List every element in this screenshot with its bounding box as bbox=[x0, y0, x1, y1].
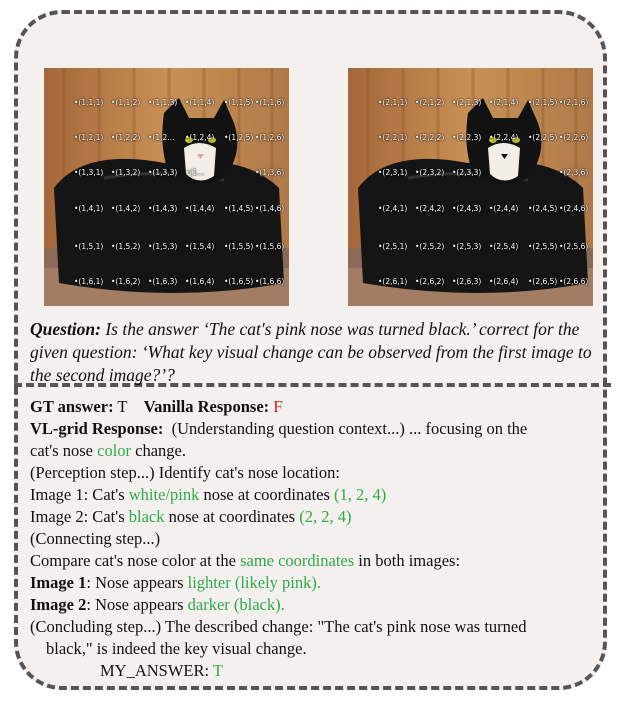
line3: (Perception step...) Identify cat's nose location: bbox=[30, 463, 340, 482]
line11: black," is indeed the key visual change. bbox=[46, 639, 307, 658]
line8-green: lighter (likely pink). bbox=[187, 573, 321, 592]
grid-label: •(1,4,2) bbox=[111, 204, 141, 213]
line2-green: color bbox=[97, 441, 132, 460]
grid-label: •(2,5,6) bbox=[559, 242, 589, 251]
vlgrid-text-1: (Understanding question context...) ... focusing on the bbox=[171, 419, 528, 438]
grid-label: •(1,6,2) bbox=[111, 277, 141, 286]
line8-label: Image 1 bbox=[30, 573, 87, 592]
grid-label: •(1,1,5) bbox=[224, 98, 254, 107]
grid-label: •(2,2,4) bbox=[489, 133, 519, 142]
grid-label: •(1,2,5) bbox=[224, 133, 254, 142]
grid-label: •(1,2,6) bbox=[255, 133, 285, 142]
grid-label: •(1,3,1) bbox=[74, 168, 104, 177]
vanilla-label: Vanilla Response: bbox=[143, 397, 270, 416]
line9-green: darker (black). bbox=[187, 595, 285, 614]
line4-green: white/pink bbox=[128, 485, 200, 504]
grid-label: •(1,2,1) bbox=[74, 133, 104, 142]
grid-label: •(2,5,5) bbox=[528, 242, 558, 251]
grid-label: •(1,5,6) bbox=[255, 242, 285, 251]
grid-label: •(2,3,2) bbox=[415, 168, 445, 177]
grid-label: •(1,5,5) bbox=[224, 242, 254, 251]
grid-label: •(2,3,1) bbox=[378, 168, 408, 177]
grid-label: •(1,6,6) bbox=[255, 277, 285, 286]
line5-b: nose at coordinates bbox=[164, 507, 300, 526]
vlgrid-line-8 bbox=[30, 572, 610, 594]
grid-label: •(2,4,5) bbox=[528, 204, 558, 213]
grid-label: •(1,5,3) bbox=[148, 242, 178, 251]
grid-label: •(2,6,6) bbox=[559, 277, 589, 286]
line9-a: : Nose appears bbox=[86, 595, 188, 614]
grid-label: •(2,2,6) bbox=[559, 133, 589, 142]
grid-label: •(1,4,5) bbox=[224, 204, 254, 213]
vlgrid-line-6 bbox=[30, 528, 610, 550]
gt-label: GT answer: bbox=[30, 397, 114, 416]
grid-label: •(1,3,6) bbox=[255, 168, 285, 177]
grid-label: •(1,3,2) bbox=[111, 168, 141, 177]
line2-b: change. bbox=[131, 441, 187, 460]
line10: (Concluding step...) The described change: "The cat's pink nose was turned bbox=[30, 617, 527, 636]
line5-coord: (2, 2, 4) bbox=[299, 507, 352, 526]
grid-label: •(1,2,4) bbox=[185, 133, 215, 142]
question-label: Question: bbox=[30, 319, 101, 339]
grid-label: •(2,3,6) bbox=[559, 168, 589, 177]
grid-label: •(2,6,2) bbox=[415, 277, 445, 286]
grid-label: •(2,2,2) bbox=[415, 133, 445, 142]
image-2-grid bbox=[348, 68, 593, 306]
grid-label: •(1,1,6) bbox=[255, 98, 285, 107]
grid-label: •(1,1,1) bbox=[74, 98, 104, 107]
gt-value: T bbox=[117, 397, 128, 416]
grid-label: •(2,6,3) bbox=[452, 277, 482, 286]
final-value: T bbox=[212, 661, 224, 680]
grid-label: •(1,6,5) bbox=[224, 277, 254, 286]
grid-label: •(1,3,3) bbox=[148, 168, 178, 177]
vlgrid-line-10 bbox=[30, 616, 610, 638]
vlgrid-line-7 bbox=[30, 550, 610, 572]
vlgrid-line-9 bbox=[30, 594, 610, 616]
line7-b: in both images: bbox=[354, 551, 461, 570]
grid-label: •(1,4,6) bbox=[255, 204, 285, 213]
grid-label: •(1,4,4) bbox=[185, 204, 215, 213]
vlgrid-line-5 bbox=[30, 506, 610, 528]
grid-label: •(2,2,3) bbox=[452, 133, 482, 142]
grid-label: •(1,1,4) bbox=[185, 98, 215, 107]
grid-label: •(1,4,1) bbox=[74, 204, 104, 213]
line4-a: Image 1: Cat's bbox=[30, 485, 129, 504]
line5-a: Image 2: Cat's bbox=[30, 507, 129, 526]
grid-label: •(2,5,1) bbox=[378, 242, 408, 251]
grid-label: •(2,4,6) bbox=[559, 204, 589, 213]
grid-label: •(2,2,5) bbox=[528, 133, 558, 142]
grid-label: •(1,6,1) bbox=[74, 277, 104, 286]
grid-label: •(2,1,3) bbox=[452, 98, 482, 107]
grid-label: •(2,6,1) bbox=[378, 277, 408, 286]
grid-label: •(1,4,3) bbox=[148, 204, 178, 213]
grid-label: •(1... bbox=[185, 168, 205, 177]
line4-b: nose at coordinates bbox=[199, 485, 335, 504]
grid-label: •(1,6,4) bbox=[185, 277, 215, 286]
grid-label: •(1,5,1) bbox=[74, 242, 104, 251]
grid-label: •(2,2,1) bbox=[378, 133, 408, 142]
grid-label: •(1,5,2) bbox=[111, 242, 141, 251]
grid-label: •(2,4,4) bbox=[489, 204, 519, 213]
vlgrid-line-3 bbox=[30, 462, 610, 484]
grid-label: •(2,5,2) bbox=[415, 242, 445, 251]
final-answer-line bbox=[100, 660, 623, 682]
answers-line bbox=[30, 396, 610, 418]
vlgrid-line-11 bbox=[46, 638, 623, 660]
question-body: Is the answer ‘The cat's pink nose was turned black.’ correct for the given question: ‘What key visual change can be observed from the first image to the second image?’? bbox=[30, 319, 592, 385]
grid-label: •(1,5,4) bbox=[185, 242, 215, 251]
line8-a: : Nose appears bbox=[86, 573, 188, 592]
line4-coord: (1, 2, 4) bbox=[334, 485, 387, 504]
grid-label: •(1,1,3) bbox=[148, 98, 178, 107]
grid-label: •(2,3,3) bbox=[452, 168, 482, 177]
vlgrid-label: VL-grid Response: bbox=[30, 419, 164, 438]
question-text bbox=[30, 318, 600, 387]
vanilla-value: F bbox=[273, 397, 283, 416]
grid-label: •(2,5,3) bbox=[452, 242, 482, 251]
grid-label: •(2,1,6) bbox=[559, 98, 589, 107]
grid-label: •(2,1,4) bbox=[489, 98, 519, 107]
grid-label: •(1,2... bbox=[148, 133, 175, 142]
grid-label: •(2,6,5) bbox=[528, 277, 558, 286]
final-label: MY_ANSWER: bbox=[100, 661, 213, 680]
line9-label: Image 2 bbox=[30, 595, 87, 614]
vlgrid-line-4 bbox=[30, 484, 610, 506]
vlgrid-line-1 bbox=[30, 418, 610, 440]
grid-label: •(2,4,1) bbox=[378, 204, 408, 213]
grid-label: •(2,5,4) bbox=[489, 242, 519, 251]
grid-label: •(1,2,2) bbox=[111, 133, 141, 142]
image-1-grid bbox=[44, 68, 289, 306]
line6: (Connecting step...) bbox=[30, 529, 161, 548]
grid-label: •(2,4,3) bbox=[452, 204, 482, 213]
grid-label: •(2,1,2) bbox=[415, 98, 445, 107]
grid-label: •(2,1,5) bbox=[528, 98, 558, 107]
grid-label: •(2,4,2) bbox=[415, 204, 445, 213]
grid-label: •(1,6,3) bbox=[148, 277, 178, 286]
grid-label: •(2,1,1) bbox=[378, 98, 408, 107]
vlgrid-line-2 bbox=[30, 440, 610, 462]
line5-green: black bbox=[128, 507, 165, 526]
grid-label: •(1,1,2) bbox=[111, 98, 141, 107]
line7-a: Compare cat's nose color at the bbox=[30, 551, 241, 570]
line2-a: cat's nose bbox=[30, 441, 98, 460]
line7-green: same coordinates bbox=[240, 551, 355, 570]
grid-label: •(2,6,4) bbox=[489, 277, 519, 286]
